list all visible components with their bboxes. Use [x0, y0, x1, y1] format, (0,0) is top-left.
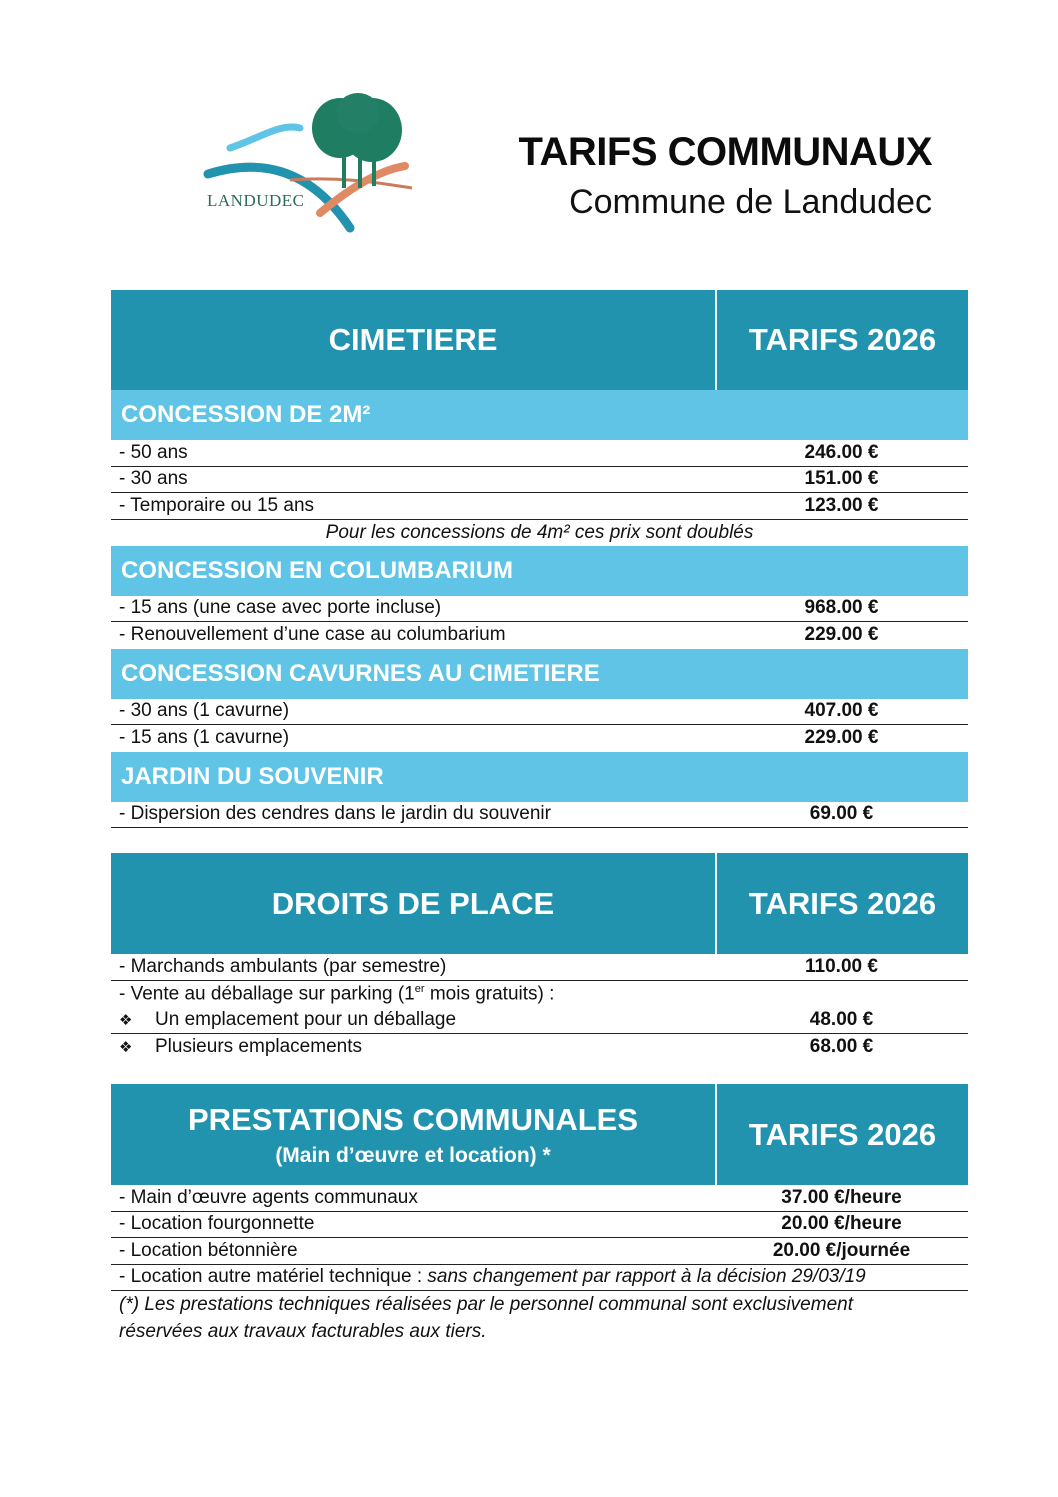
table-row: - Renouvellement d’une case au columbarium 229.00 €: [119, 624, 879, 646]
table-row: - 50 ans 246.00 €: [111, 440, 968, 467]
table-row: - Dispersion des cendres dans le jardin du souvenir 69.00 €: [111, 802, 968, 829]
table-row: - Location bétonnière 20.00 €/journée: [111, 1238, 968, 1265]
table-row: - Main d’œuvre agents communaux 37.00 €/heure: [111, 1185, 968, 1212]
footnote: (*) Les prestations techniques réalisées par le personnel communal sont exclusivement réservées aux travaux facturables aux tiers.: [119, 1294, 853, 1342]
droits-title: DROITS DE PLACE: [111, 853, 717, 954]
diamond-bullet-icon: ❖: [119, 1011, 133, 1029]
table-row: - Location autre matériel technique : sans changement par rapport à la décision 29/03/19: [111, 1265, 968, 1292]
cimetiere-price-header: TARIFS 2026: [748, 322, 937, 357]
table-row: - 15 ans (une case avec porte incluse) 968.00 €: [111, 596, 968, 623]
droits-table: [111, 853, 968, 1060]
section-cavurnes: CONCESSION CAVURNES AU CIMETIERE: [111, 649, 968, 699]
diamond-bullet-icon: ❖: [119, 1038, 133, 1056]
landudec-logo: [200, 88, 420, 238]
table-row: - 15 ans (1 cavurne) 229.00 €: [119, 727, 879, 749]
table-row: - 30 ans 151.00 €: [111, 467, 968, 494]
prestations-table: [111, 1084, 968, 1345]
section-concession-2m2: CONCESSION DE 2M²: [111, 390, 968, 440]
cimetiere-header: [111, 290, 968, 390]
table-row: - Temporaire ou 15 ans 123.00 €: [111, 493, 968, 520]
prestations-price-header: TARIFS 2026: [748, 1116, 937, 1152]
table-row: - Marchands ambulants (par semestre) 110.00 €: [111, 954, 968, 981]
concession-note: Pour les concessions de 4m² ces prix sont doublés: [325, 521, 754, 543]
title-block: [519, 128, 932, 224]
prestations-subtitle: (Main d’œuvre et location) *: [275, 1143, 551, 1167]
logo-graphic-icon: [200, 88, 420, 238]
page-title: TARIFS COMMUNAUX: [518, 130, 932, 174]
section-columbarium: CONCESSION EN COLUMBARIUM: [111, 546, 968, 596]
cimetiere-table: [111, 290, 968, 828]
logo-text: LANDUDEC: [207, 191, 305, 210]
page-subtitle: Commune de Landudec: [569, 183, 932, 221]
droits-header: [111, 853, 968, 954]
prestations-title: PRESTATIONS COMMUNALES: [187, 1101, 639, 1137]
table-row: - 30 ans (1 cavurne) 407.00 €: [111, 699, 968, 726]
cimetiere-title: CIMETIERE: [111, 290, 717, 390]
droits-price-header: TARIFS 2026: [748, 885, 937, 921]
table-row: - Vente au déballage sur parking (1er mois gratuits) :: [119, 982, 555, 1004]
table-row: - Location fourgonnette 20.00 €/heure: [111, 1212, 968, 1239]
table-row: ❖ Plusieurs emplacements 68.00 €: [119, 1035, 874, 1057]
prestations-header: [111, 1084, 968, 1185]
table-row: ❖ Un emplacement pour un déballage 48.00 €: [111, 1007, 968, 1034]
section-jardin-souvenir: JARDIN DU SOUVENIR: [111, 752, 968, 802]
